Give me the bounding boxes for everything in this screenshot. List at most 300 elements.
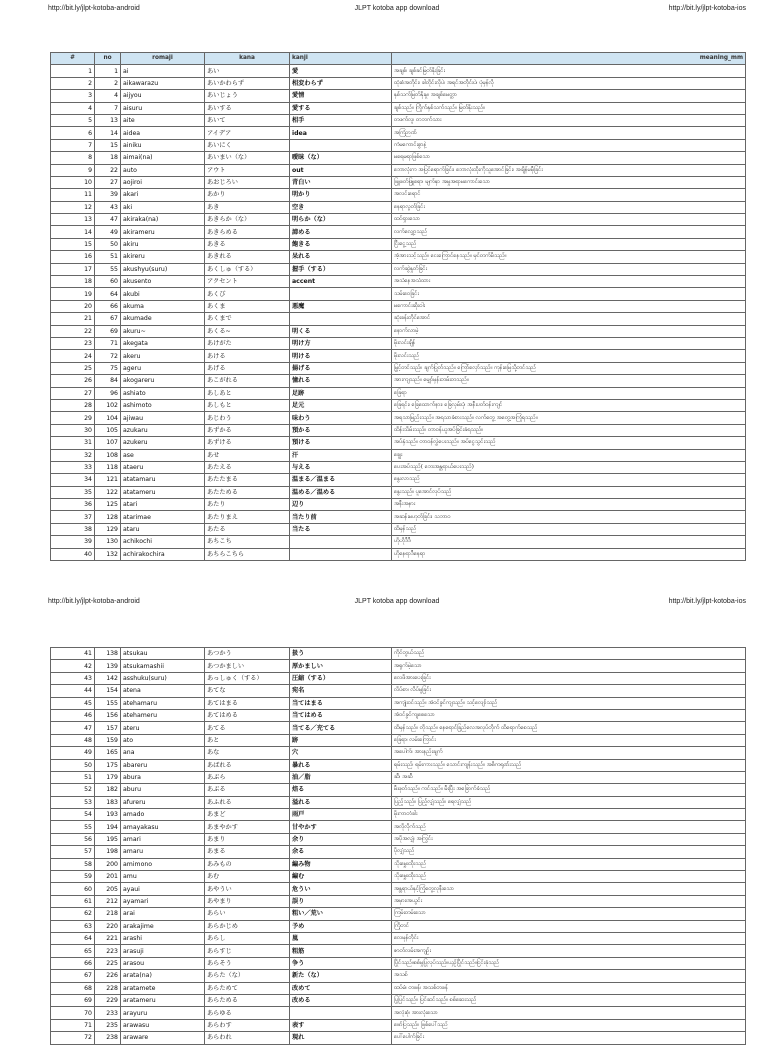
row-no: 7: [95, 102, 121, 114]
romaji-cell: akiraka(na): [121, 214, 205, 226]
kana-cell: あくる~: [205, 325, 290, 337]
table-row: [51, 486, 746, 498]
meaning-cell: အကြံဉာဏ်: [392, 127, 746, 139]
kanji-cell: 現れ: [290, 1032, 392, 1044]
romaji-cell: amimono: [121, 858, 205, 870]
row-no: 39: [95, 189, 121, 201]
kanji-cell: 改めて: [290, 982, 392, 994]
row-no: 69: [95, 325, 121, 337]
meaning-cell: နွေးသည်။ ပူအောင်လုပ်သည်: [392, 486, 746, 498]
romaji-cell: amado: [121, 809, 205, 821]
romaji-cell: aikawarazu: [121, 77, 205, 89]
row-no: 154: [95, 685, 121, 697]
kanji-cell: 余る: [290, 846, 392, 858]
romaji-cell: akiru: [121, 238, 205, 250]
kanji-cell: 油／脂: [290, 771, 392, 783]
meaning-cell: ဇာတ်လမ်းအကျဉ်း: [392, 945, 746, 957]
romaji-cell: arashi: [121, 932, 205, 944]
kanji-cell: 預かる: [290, 424, 392, 436]
row-index: 71: [51, 1019, 95, 1031]
row-index: 60: [51, 883, 95, 895]
romaji-cell: achirakochira: [121, 548, 205, 560]
row-index: 22: [51, 325, 95, 337]
romaji-cell: ase: [121, 449, 205, 461]
table-row: [51, 263, 746, 275]
table-row: [51, 685, 746, 697]
romaji-cell: atsukau: [121, 648, 205, 660]
row-no: 122: [95, 486, 121, 498]
meaning-cell: ဟိုနေရာဒီနေရာ: [392, 548, 746, 560]
table-row: [51, 152, 746, 164]
meaning-cell: အံ့အားသင့်သည်။ ငေးကြောင်နေသည်။ မှင်တက်မိသည်။: [392, 251, 746, 263]
row-index: 41: [51, 648, 95, 660]
row-no: 2: [95, 77, 121, 89]
meaning-cell: အသံနေအသံထား: [392, 276, 746, 288]
kana-cell: あちこち: [205, 536, 290, 548]
table-row: [51, 288, 746, 300]
meaning-cell: ထပ်မံ၊ တဖန်၊ အသစ်တဖန်: [392, 982, 746, 994]
meaning-cell: ထုံးစံအတိုင်း၊ ခါတိုင်းလိုပဲ၊ အရင်အတိုင်းပဲ၊ ပုံမှန်လို: [392, 77, 746, 89]
table-row: [51, 362, 746, 374]
meaning-cell: အရှက်မဲ့သော: [392, 660, 746, 672]
kanji-cell: [290, 288, 392, 300]
row-no: 1: [95, 65, 121, 77]
row-index: 44: [51, 685, 95, 697]
meaning-cell: အမှား၊အယွင်း: [392, 895, 746, 907]
meaning-cell: ပေးအပ်သည်( ဘေးအန္တရာယ်ပေးသည်): [392, 461, 746, 473]
row-index: 66: [51, 957, 95, 969]
kana-cell: あくび: [205, 288, 290, 300]
kana-cell: あたりまえ: [205, 511, 290, 523]
row-index: 47: [51, 722, 95, 734]
kanji-cell: 愛情: [290, 90, 392, 102]
row-no: 84: [95, 375, 121, 387]
table-row: [51, 660, 746, 672]
kana-cell: あちらこちら: [205, 548, 290, 560]
meaning-cell: နောက်လာမဲ့: [392, 325, 746, 337]
row-index: 11: [51, 189, 95, 201]
kanji-cell: 余り: [290, 833, 392, 845]
meaning-cell: သိုးမွှေးထိုးသည်: [392, 858, 746, 870]
table-row: [51, 65, 746, 77]
kana-cell: あき: [205, 201, 290, 213]
header-title: JLPT kotoba app download: [354, 4, 440, 12]
row-no: 67: [95, 313, 121, 325]
kanji-cell: [290, 1007, 392, 1019]
column-header-kanji: kanji: [290, 53, 392, 65]
kana-cell: あきらめる: [205, 226, 290, 238]
kana-cell: あてる: [205, 722, 290, 734]
kanji-cell: 粗筋: [290, 945, 392, 957]
romaji-cell: atatameru: [121, 486, 205, 498]
row-no: 47: [95, 214, 121, 226]
meaning-cell: ပိုလျှံသည်: [392, 846, 746, 858]
kanji-cell: 辺り: [290, 499, 392, 511]
romaji-cell: arakajime: [121, 920, 205, 932]
row-no: 155: [95, 697, 121, 709]
meaning-cell: အန္တရာယ်နှင့်ကြုံတွေ့လုနီးသော: [392, 883, 746, 895]
row-no: 125: [95, 499, 121, 511]
row-index: 26: [51, 375, 95, 387]
row-no: 223: [95, 945, 121, 957]
row-index: 33: [51, 461, 95, 473]
romaji-cell: aijyou: [121, 90, 205, 102]
meaning-cell: ချစ်သည်။ ကြိုက်နှစ်သက်သည်။ မြတ်နိုးသည်။: [392, 102, 746, 114]
kanji-cell: 嵐: [290, 932, 392, 944]
kana-cell: あらわす: [205, 1019, 290, 1031]
row-index: 10: [51, 176, 95, 188]
romaji-cell: amu: [121, 871, 205, 883]
kanji-cell: 誤り: [290, 895, 392, 907]
row-index: 63: [51, 920, 95, 932]
romaji-cell: arata(na): [121, 970, 205, 982]
row-no: 165: [95, 747, 121, 759]
romaji-cell: abareru: [121, 759, 205, 771]
kana-cell: あみもの: [205, 858, 290, 870]
row-no: 201: [95, 871, 121, 883]
kana-cell: あげる: [205, 362, 290, 374]
kanji-cell: 空き: [290, 201, 392, 213]
kana-cell: あらし: [205, 932, 290, 944]
romaji-cell: akireru: [121, 251, 205, 263]
meaning-cell: ထင်ရှားသော: [392, 214, 746, 226]
romaji-cell: atena: [121, 685, 205, 697]
table-header-row: [51, 53, 746, 65]
meaning-cell: အချစ်၊ ချစ်ခင်မြတ်နိုးခြင်း: [392, 65, 746, 77]
meaning-cell: ခြေရာ: [392, 387, 746, 399]
kana-cell: あきる: [205, 238, 290, 250]
row-index: 21: [51, 313, 95, 325]
kanji-cell: 扱う: [290, 648, 392, 660]
ios-link[interactable]: http://bit.ly/jlpt-kotoba-ios: [668, 597, 746, 605]
row-no: 226: [95, 970, 121, 982]
meaning-cell: လက်ဆွဲနှုတ်ခြင်း: [392, 263, 746, 275]
kana-cell: あやまり: [205, 895, 290, 907]
romaji-cell: ateru: [121, 722, 205, 734]
romaji-cell: atsukamashii: [121, 660, 205, 672]
header-title: JLPT kotoba app download: [354, 597, 440, 605]
table-row: [51, 759, 746, 771]
row-no: 139: [95, 660, 121, 672]
kana-cell: あたる: [205, 523, 290, 535]
kanji-cell: 雨戸: [290, 809, 392, 821]
row-index: 4: [51, 102, 95, 114]
row-no: 175: [95, 759, 121, 771]
row-no: 108: [95, 449, 121, 461]
kana-cell: あぶる: [205, 784, 290, 796]
kana-cell: あつかましい: [205, 660, 290, 672]
table-row: [51, 313, 746, 325]
kana-cell: あと: [205, 734, 290, 746]
table-row: [51, 90, 746, 102]
row-no: 128: [95, 511, 121, 523]
kanji-cell: 編み物: [290, 858, 392, 870]
row-index: 24: [51, 350, 95, 362]
table-row: [51, 337, 746, 349]
table-row: [51, 424, 746, 436]
meaning-cell: ခြေရင်း၊ ခြေထောက်နား၊ ခြေလှမ်းပုံ၊ အနီးပတ်ဝန်းကျင်: [392, 399, 746, 411]
meaning-cell: အဆန်းမဟုတ်ခြင်း၊ သဘာဝ: [392, 511, 746, 523]
row-index: 2: [51, 77, 95, 89]
romaji-cell: atatamaru: [121, 474, 205, 486]
kanji-cell: 足跡: [290, 387, 392, 399]
row-no: 130: [95, 536, 121, 548]
kanji-cell: 握手（する）: [290, 263, 392, 275]
kana-cell: あてな: [205, 685, 290, 697]
row-no: 75: [95, 362, 121, 374]
android-link[interactable]: http://bit.ly/jlpt-kotoba-android: [48, 597, 140, 605]
kanji-cell: 呆れる: [290, 251, 392, 263]
table-row: [51, 858, 746, 870]
row-index: 42: [51, 660, 95, 672]
column-header-kana: kana: [205, 53, 290, 65]
row-no: 235: [95, 1019, 121, 1031]
kanji-cell: 暴れる: [290, 759, 392, 771]
row-no: 64: [95, 288, 121, 300]
row-index: 3: [51, 90, 95, 102]
row-index: 46: [51, 709, 95, 721]
kana-cell: あかり: [205, 189, 290, 201]
meaning-cell: မကောင်းဆိုးဝါး: [392, 300, 746, 312]
romaji-cell: aratameru: [121, 994, 205, 1006]
table-row: [51, 226, 746, 238]
kanji-cell: 焙る: [290, 784, 392, 796]
row-no: 66: [95, 300, 121, 312]
vocab-table-page-1: [50, 52, 746, 561]
kana-cell: あぶら: [205, 771, 290, 783]
romaji-cell: aki: [121, 201, 205, 213]
kana-cell: あつかう: [205, 648, 290, 660]
romaji-cell: auto: [121, 164, 205, 176]
kanji-cell: 跡: [290, 734, 392, 746]
android-link[interactable]: http://bit.ly/jlpt-kotoba-android: [48, 4, 140, 12]
kana-cell: あきれる: [205, 251, 290, 263]
row-no: 233: [95, 1007, 121, 1019]
kanji-cell: 悪魔: [290, 300, 392, 312]
table-row: [51, 771, 746, 783]
row-index: 57: [51, 846, 95, 858]
row-no: 15: [95, 139, 121, 151]
kanji-cell: 当たり前: [290, 511, 392, 523]
kana-cell: あてはめる: [205, 709, 290, 721]
meaning-cell: ချွေး: [392, 449, 746, 461]
romaji-cell: aisuru: [121, 102, 205, 114]
kanji-cell: 憧れる: [290, 375, 392, 387]
kanji-cell: 揚げる: [290, 362, 392, 374]
meaning-cell: ငြီးငွေ့သည်: [392, 238, 746, 250]
kana-cell: あたたまる: [205, 474, 290, 486]
row-index: 38: [51, 523, 95, 535]
kanji-cell: [290, 313, 392, 325]
row-index: 27: [51, 387, 95, 399]
kanji-cell: 編む: [290, 871, 392, 883]
row-no: 132: [95, 548, 121, 560]
kanji-cell: 青白い: [290, 176, 392, 188]
meaning-cell: ပြည့်သည်။ ပြည့်လျှံသည်။ ရေလျှံသည်: [392, 796, 746, 808]
romaji-cell: akuma: [121, 300, 205, 312]
ios-link[interactable]: http://bit.ly/jlpt-kotoba-ios: [668, 4, 746, 12]
row-index: 34: [51, 474, 95, 486]
row-index: 20: [51, 300, 95, 312]
romaji-cell: ataeru: [121, 461, 205, 473]
romaji-cell: aidea: [121, 127, 205, 139]
row-index: 19: [51, 288, 95, 300]
kanji-cell: 預ける: [290, 437, 392, 449]
row-no: 238: [95, 1032, 121, 1044]
romaji-cell: ajiwau: [121, 412, 205, 424]
kana-cell: あいじょう: [205, 90, 290, 102]
kana-cell: あてはまる: [205, 697, 290, 709]
row-no: 105: [95, 424, 121, 436]
table-row: [51, 895, 746, 907]
meaning-cell: နှစ်သက်မြတ်နိုးမှု၊ အချစ်မေတ္တာ: [392, 90, 746, 102]
table-row: [51, 77, 746, 89]
kana-cell: あまる: [205, 846, 290, 858]
row-no: 156: [95, 709, 121, 721]
kana-cell: あこがれる: [205, 375, 290, 387]
page-header-2: [48, 595, 746, 607]
row-no: 14: [95, 127, 121, 139]
row-index: 54: [51, 809, 95, 821]
row-index: 70: [51, 1007, 95, 1019]
kana-cell: あける: [205, 350, 290, 362]
romaji-cell: ai: [121, 65, 205, 77]
table-row: [51, 809, 746, 821]
kana-cell: あたためる: [205, 486, 290, 498]
kanji-cell: [290, 139, 392, 151]
kanji-cell: 明くる: [290, 325, 392, 337]
kana-cell: あずける: [205, 437, 290, 449]
row-index: 67: [51, 970, 95, 982]
meaning-cell: အနီးအနား: [392, 499, 746, 511]
meaning-cell: နွေးလာသည်: [392, 474, 746, 486]
meaning-cell: အံဝင်ခွင်ကျစေသော: [392, 709, 746, 721]
table-row: [51, 1032, 746, 1044]
kana-cell: アウト: [205, 164, 290, 176]
kana-cell: あせ: [205, 449, 290, 461]
kanji-cell: 粗い／荒い: [290, 908, 392, 920]
romaji-cell: akegata: [121, 337, 205, 349]
row-index: 69: [51, 994, 95, 1006]
table-row: [51, 375, 746, 387]
row-no: 4: [95, 90, 121, 102]
kanji-cell: 当てはまる: [290, 697, 392, 709]
kana-cell: あまやかす: [205, 821, 290, 833]
kana-cell: あらためる: [205, 994, 290, 1006]
row-no: 43: [95, 201, 121, 213]
meaning-cell: မြှင့်တင်သည်။ ချက်ပြုတ်သည်။ ကြော်လှော်သည်။ ကုန်းမြေသို့တင်သည်: [392, 362, 746, 374]
kana-cell: あしもと: [205, 399, 290, 411]
row-index: 18: [51, 276, 95, 288]
kanji-cell: accent: [290, 276, 392, 288]
row-no: 72: [95, 350, 121, 362]
row-index: 43: [51, 672, 95, 684]
row-index: 65: [51, 945, 95, 957]
row-no: 138: [95, 648, 121, 660]
row-index: 55: [51, 821, 95, 833]
romaji-cell: arasuji: [121, 945, 205, 957]
row-index: 31: [51, 437, 95, 449]
romaji-cell: ayamari: [121, 895, 205, 907]
meaning-cell: လိပ်စာ၊ လိပ်မူခြင်း: [392, 685, 746, 697]
row-index: 28: [51, 399, 95, 411]
row-index: 61: [51, 895, 95, 907]
row-index: 6: [51, 127, 95, 139]
kanji-cell: 与える: [290, 461, 392, 473]
meaning-cell: ထိမှန်သည်: [392, 523, 746, 535]
row-no: 18: [95, 152, 121, 164]
kanji-cell: 明ける: [290, 350, 392, 362]
table-row: [51, 412, 746, 424]
row-no: 205: [95, 883, 121, 895]
kana-cell: あじわう: [205, 412, 290, 424]
row-index: 7: [51, 139, 95, 151]
romaji-cell: akeru: [121, 350, 205, 362]
romaji-cell: abura: [121, 771, 205, 783]
kanji-cell: 温まる／温まる: [290, 474, 392, 486]
row-index: 25: [51, 362, 95, 374]
kanji-cell: 新た（な）: [290, 970, 392, 982]
row-no: 193: [95, 809, 121, 821]
romaji-cell: ana: [121, 747, 205, 759]
kana-cell: あおじろい: [205, 176, 290, 188]
kanji-cell: 相変わらず: [290, 77, 392, 89]
row-no: 195: [95, 833, 121, 845]
table-row: [51, 176, 746, 188]
meaning-cell: ဖော်ပြသည်။ ဖြစ်ပေါ်သည်: [392, 1019, 746, 1031]
meaning-cell: အသစ်: [392, 970, 746, 982]
row-index: 16: [51, 251, 95, 263]
kanji-cell: [290, 536, 392, 548]
table-row: [51, 214, 746, 226]
romaji-cell: atarimae: [121, 511, 205, 523]
meaning-cell: ကြိုတင်: [392, 920, 746, 932]
meaning-cell: ဆုံးခန်းတိုင်အောင်: [392, 313, 746, 325]
table-row: [51, 648, 746, 660]
table-row: [51, 499, 746, 511]
meaning-cell: ဖြူဖတ်ဖြူရော၊ မျက်နှာ အမှုအရာမကောင်းသော: [392, 176, 746, 188]
table-row: [51, 957, 746, 969]
kanji-cell: 汗: [290, 449, 392, 461]
kana-cell: あらい: [205, 908, 290, 920]
row-no: 229: [95, 994, 121, 1006]
row-no: 22: [95, 164, 121, 176]
meaning-cell: ပြိုင်သည်။စစ်မှုပြုလုပ်သည်။ယှဉ်ပြိုင်သည်။ငြင်းခုံသည်: [392, 957, 746, 969]
meaning-cell: အပ်နှံသည်။ တာဝန်လွှဲပေးသည်။ အပ်ငွေသွင်းသည်: [392, 437, 746, 449]
kana-cell: あくしゅ（する）: [205, 263, 290, 275]
table-row: [51, 833, 746, 845]
kanji-cell: 相手: [290, 114, 392, 126]
kanji-cell: idea: [290, 127, 392, 139]
row-no: 220: [95, 920, 121, 932]
romaji-cell: ataru: [121, 523, 205, 535]
meaning-cell: မိုးလင်းချိန်: [392, 337, 746, 349]
romaji-cell: arayuru: [121, 1007, 205, 1019]
kanji-cell: 当てる／充てる: [290, 722, 392, 734]
meaning-cell: မရေမရာဖြစ်သော: [392, 152, 746, 164]
row-index: 39: [51, 536, 95, 548]
row-no: 49: [95, 226, 121, 238]
romaji-cell: atehamaru: [121, 697, 205, 709]
table-row: [51, 821, 746, 833]
meaning-cell: လေဖိအားပေးခြင်း: [392, 672, 746, 684]
row-index: 64: [51, 932, 95, 944]
kanji-cell: 当てはめる: [290, 709, 392, 721]
table-row: [51, 189, 746, 201]
table-row: [51, 932, 746, 944]
kanji-cell: 圧縮（する）: [290, 672, 392, 684]
kana-cell: アクセント: [205, 276, 290, 288]
